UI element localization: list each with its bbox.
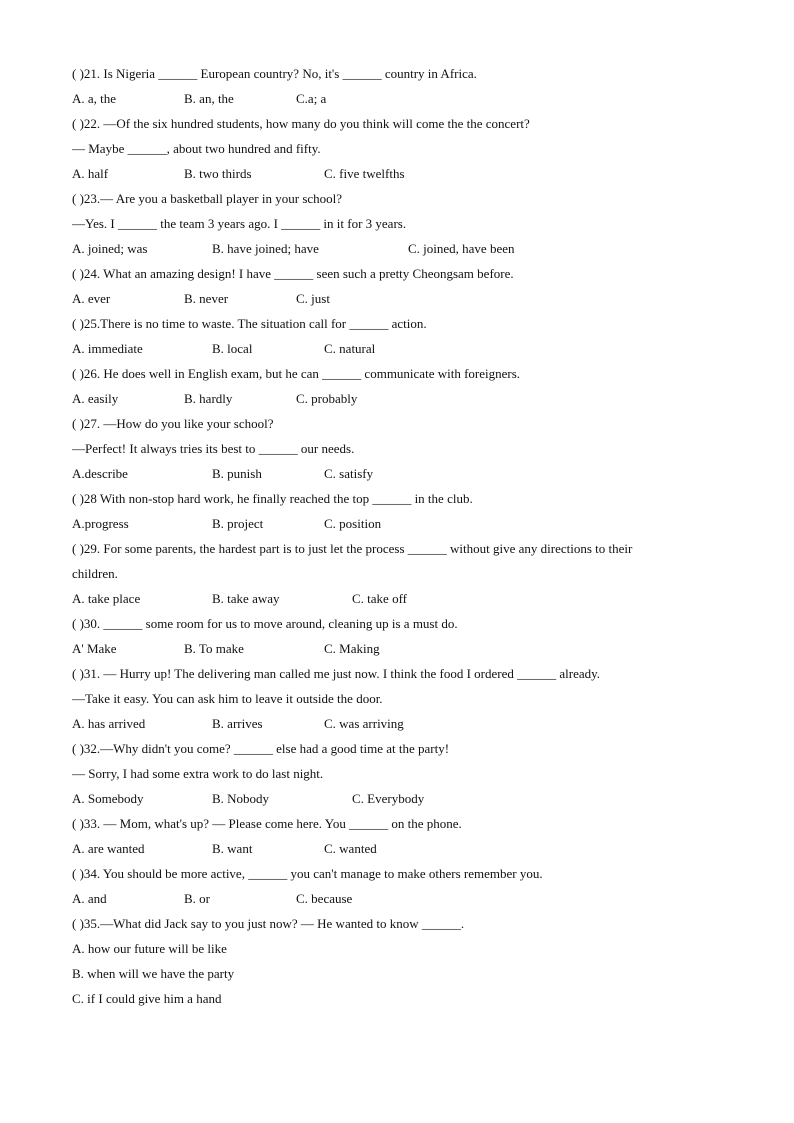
option-c: C. Making (324, 641, 380, 656)
option-b: B. To make (184, 641, 244, 656)
options-row (72, 236, 732, 261)
question-text: ( )26. He does well in English exam, but he can ______ communicate with foreigners. (72, 366, 521, 381)
worksheet (72, 61, 732, 1011)
option-c: C. joined, have been (408, 241, 515, 256)
question-stem (72, 411, 732, 436)
options-row (72, 836, 732, 861)
option-b: B. when will we have the party (72, 966, 235, 981)
question-text: ( )29. For some parents, the hardest part is to just let the process ______ without give any directions to their (72, 541, 633, 556)
question-stem (72, 311, 732, 336)
option-b: B. Nobody (212, 791, 270, 806)
question-text: children. (72, 566, 118, 581)
option-b: B. have joined; have (212, 241, 319, 256)
option-a: A. immediate (72, 341, 143, 356)
question-stem (72, 761, 732, 786)
question-stem (72, 861, 732, 886)
question-text: ( )34. You should be more active, ______ you can't manage to make others remember you. (72, 866, 543, 881)
option-b: B. or (184, 891, 210, 906)
options-row (72, 786, 732, 811)
question-text: ( )35.—What did Jack say to you just now? — He wanted to know ______. (72, 916, 465, 931)
option-c: C. probably (296, 391, 358, 406)
options-row (72, 286, 732, 311)
question-text: ( )31. — Hurry up! The delivering man called me just now. I think the food I ordered ______ already. (72, 666, 601, 681)
options-row (72, 636, 732, 661)
options-row (72, 86, 732, 111)
options-row (72, 386, 732, 411)
question-stem (72, 911, 732, 936)
options-row (72, 886, 732, 911)
question-stem (72, 811, 732, 836)
option-b: B. take away (212, 591, 280, 606)
question-stem (72, 611, 732, 636)
question-text: ( )23.— Are you a basketball player in your school? (72, 191, 343, 206)
question-stem (72, 261, 732, 286)
question-stem (72, 436, 732, 461)
option-c: C. was arriving (324, 716, 404, 731)
options-row (72, 511, 732, 536)
question-stem (72, 486, 732, 511)
option-a: A' Make (72, 641, 117, 656)
option-a: A. has arrived (72, 716, 146, 731)
question-stem (72, 111, 732, 136)
options-row (72, 161, 732, 186)
option-a: A. ever (72, 291, 111, 306)
option-c: C. just (296, 291, 330, 306)
question-text: ( )25.There is no time to waste. The situation call for ______ action. (72, 316, 427, 331)
option-b: B. hardly (184, 391, 233, 406)
option-c: C. if I could give him a hand (72, 991, 222, 1006)
question-stem (72, 361, 732, 386)
options-row (72, 711, 732, 736)
question-text: ( )27. —How do you like your school? (72, 416, 274, 431)
option-b: B. local (212, 341, 253, 356)
option-c: C. because (296, 891, 353, 906)
option-b: B. arrives (212, 716, 263, 731)
question-stem (72, 136, 732, 161)
question-text: ( )33. — Mom, what's up? — Please come here. You ______ on the phone. (72, 816, 462, 831)
option-b: B. project (212, 516, 264, 531)
question-text: ( )28 With non-stop hard work, he finally reached the top ______ in the club. (72, 491, 473, 506)
option-a: A. half (72, 166, 109, 181)
option-a: A. take place (72, 591, 141, 606)
question-text: — Maybe ______, about two hundred and fifty. (72, 141, 321, 156)
question-text: ( )30. ______ some room for us to move around, cleaning up is a must do. (72, 616, 458, 631)
option-a: A. easily (72, 391, 119, 406)
question-stem (72, 61, 732, 86)
option-c: C.a; a (296, 91, 327, 106)
option-c: C. Everybody (352, 791, 425, 806)
option-a: A.describe (72, 466, 128, 481)
option-c: C. wanted (324, 841, 377, 856)
options-row (72, 461, 732, 486)
question-text: —Perfect! It always tries its best to ______ our needs. (72, 441, 355, 456)
option-c: C. five twelfths (324, 166, 405, 181)
question-text: ( )32.—Why didn't you come? ______ else had a good time at the party! (72, 741, 450, 756)
question-text: —Take it easy. You can ask him to leave it outside the door. (72, 691, 383, 706)
option-b: B. an, the (184, 91, 234, 106)
question-text: ( )21. Is Nigeria ______ European country? No, it's ______ country in Africa. (72, 66, 477, 81)
options-row (72, 586, 732, 611)
question-stem (72, 186, 732, 211)
option-b: B. want (212, 841, 253, 856)
question-text: —Yes. I ______ the team 3 years ago. I ______ in it for 3 years. (72, 216, 407, 231)
option-b: B. punish (212, 466, 262, 481)
option-b: B. never (184, 291, 229, 306)
option-a: A.progress (72, 516, 129, 531)
option-c: C. natural (324, 341, 376, 356)
question-stem (72, 211, 732, 236)
question-stem (72, 561, 732, 586)
option-a: A. how our future will be like (72, 941, 227, 956)
option-a: A. joined; was (72, 241, 148, 256)
option-c: C. satisfy (324, 466, 374, 481)
options-row (72, 336, 732, 361)
question-text: ( )22. —Of the six hundred students, how many do you think will come the the concert? (72, 116, 530, 131)
option-a: A. are wanted (72, 841, 145, 856)
option-c: C. position (324, 516, 382, 531)
option-a: A. a, the (72, 91, 117, 106)
option-a: A. Somebody (72, 791, 144, 806)
option-a: A. and (72, 891, 107, 906)
question-stem (72, 536, 732, 561)
question-text: ( )24. What an amazing design! I have ______ seen such a pretty Cheongsam before. (72, 266, 514, 281)
question-stem (72, 661, 732, 686)
question-text: — Sorry, I had some extra work to do last night. (72, 766, 324, 781)
question-stem (72, 736, 732, 761)
option-c: C. take off (352, 591, 407, 606)
option-b: B. two thirds (184, 166, 252, 181)
question-stem (72, 686, 732, 711)
